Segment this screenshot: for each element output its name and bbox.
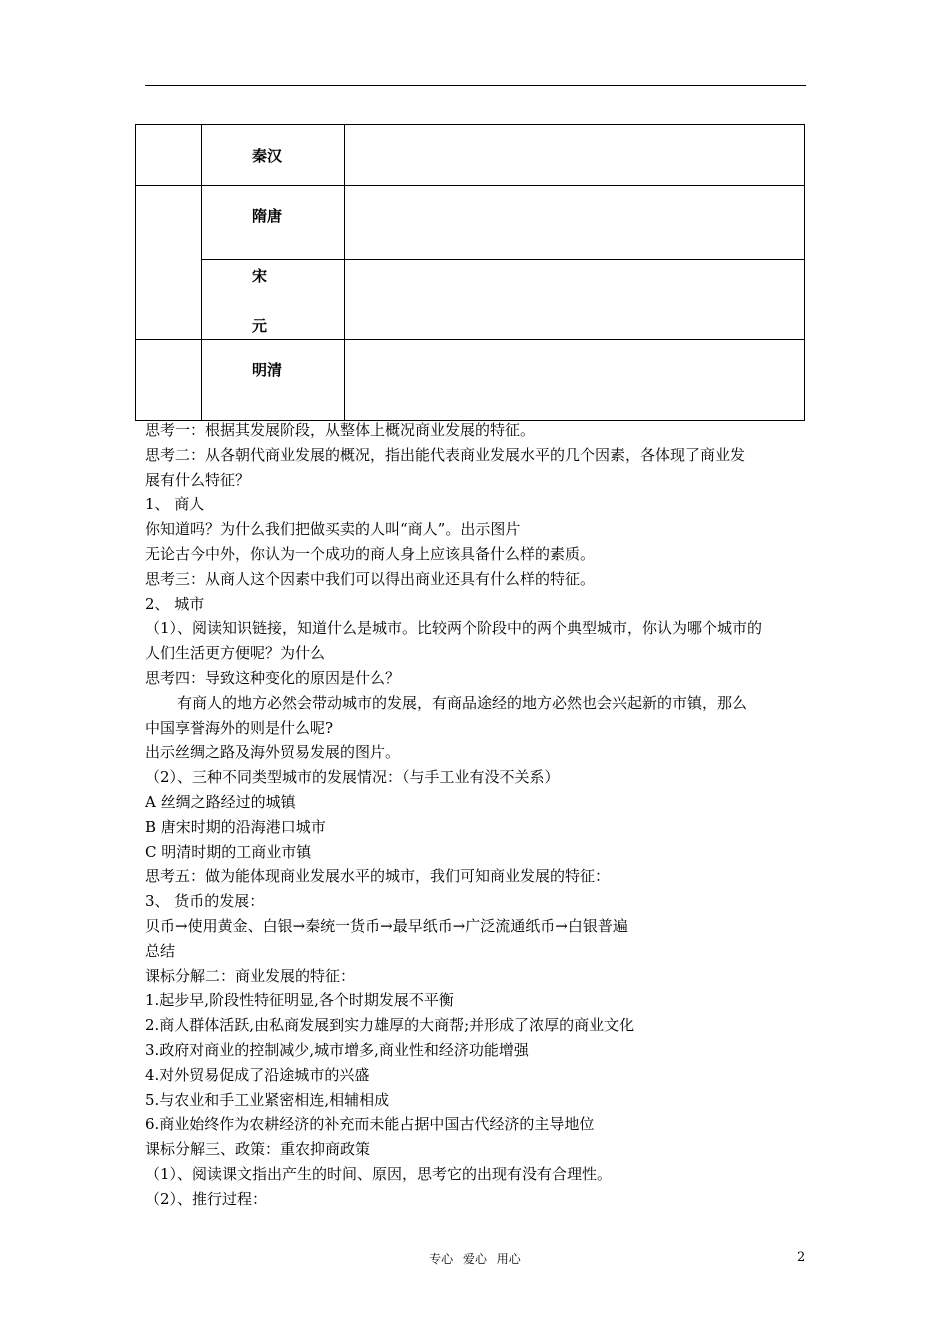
- table-row: [136, 340, 805, 421]
- text-line: 出示丝绸之路及海外贸易发展的图片。: [145, 743, 401, 762]
- text-line: 有商人的地方必然会带动城市的发展，有商品途经的地方必然也会兴起新的市镇，那么: [177, 693, 748, 712]
- text-line: （1）、阅读课文指出产生的时间、原因，思考它的出现有没有合理性。: [145, 1164, 613, 1183]
- table-cell: [345, 340, 805, 421]
- dynasty-label: 明清: [252, 361, 283, 379]
- text-line: 中国享誉海外的则是什么呢?: [145, 718, 334, 737]
- dynasty-table: [135, 124, 805, 421]
- table-cell: [345, 125, 805, 186]
- table-row: [136, 125, 805, 186]
- table-cell: [202, 125, 345, 186]
- table-cell: [345, 260, 805, 340]
- text-line: 2、 城市: [145, 594, 205, 613]
- text-line: （1）、阅读知识链接，知道什么是城市。比较两个阶段中的两个典型城市，你认为哪个城市的: [145, 619, 763, 638]
- text-line: （2）、推行过程：: [145, 1189, 268, 1208]
- text-line: 3.政府对商业的控制减少,城市增多,商业性和经济功能增强: [145, 1040, 529, 1059]
- text-line: 1、 商人: [145, 495, 205, 514]
- text-line: 课标分解三、政策：重农抑商政策: [145, 1140, 371, 1159]
- dynasty-label: 隋唐: [252, 207, 283, 225]
- page-number: 2: [797, 1250, 806, 1265]
- table-cell: [202, 340, 345, 421]
- text-line: 3、 货币的发展：: [145, 892, 265, 911]
- text-line: 无论古今中外，你认为一个成功的商人身上应该具备什么样的素质。: [145, 544, 596, 563]
- text-line: 你知道吗？为什么我们把做买卖的人叫“商人”。出示图片: [145, 520, 521, 539]
- text-line: 思考三：从商人这个因素中我们可以得出商业还具有什么样的特征。: [145, 569, 596, 588]
- text-line: 1.起步早,阶段性特征明显,各个时期发展不平衡: [145, 991, 454, 1010]
- table-cell: [136, 340, 202, 421]
- text-line: 课标分解二：商业发展的特征：: [145, 966, 356, 985]
- table-row: [136, 186, 805, 260]
- text-line: 思考四：导致这种变化的原因是什么？: [145, 668, 401, 687]
- table-cell: [136, 186, 202, 340]
- text-line: 6.商业始终作为农耕经济的补充而未能占据中国古代经济的主导地位: [145, 1115, 595, 1134]
- text-line: 思考二：从各朝代商业发展的概况，指出能代表商业发展水平的几个因素，各体现了商业发: [145, 445, 746, 464]
- text-line: 2.商人群体活跃,由私商发展到实力雄厚的大商帮;并形成了浓厚的商业文化: [145, 1016, 635, 1035]
- text-line: 展有什么特征？: [145, 470, 251, 489]
- text-line: 总结: [145, 941, 176, 960]
- document-body: [145, 418, 810, 1212]
- text-line: B 唐宋时期的沿海港口城市: [145, 817, 326, 836]
- dynasty-label-line1: 宋: [252, 267, 268, 285]
- footer-motto: 专心 爱心 用心: [429, 1252, 521, 1266]
- table-cell: [345, 186, 805, 260]
- dynasty-label: 秦汉: [252, 147, 283, 165]
- table-cell: [136, 125, 202, 186]
- text-line: 人们生活更方便呢？为什么: [145, 644, 326, 663]
- table-row: [136, 260, 805, 340]
- text-line: 5.与农业和手工业紧密相连,相辅相成: [145, 1090, 390, 1109]
- table-cell: [202, 186, 345, 260]
- text-line: C 明清时期的工商业市镇: [145, 842, 312, 861]
- dynasty-label-line2: 元: [252, 317, 268, 335]
- text-line: A 丝绸之路经过的城镇: [145, 792, 296, 811]
- dynasty-label: [202, 260, 344, 339]
- text-line: 4.对外贸易促成了沿途城市的兴盛: [145, 1065, 370, 1084]
- header-rule: [145, 85, 806, 86]
- table-cell: [202, 260, 345, 340]
- text-line: 思考五：做为能体现商业发展水平的城市，我们可知商业发展的特征：: [145, 867, 611, 886]
- text-line: 思考一：根据其发展阶段，从整体上概况商业发展的特征。: [145, 421, 536, 439]
- text-line: （2）、三种不同类型城市的发展情况：（与手工业有没不关系）: [145, 768, 560, 787]
- text-line: 贝币→使用黄金、白银→秦统一货币→最早纸币→广泛流通纸币→白银普遍: [145, 916, 628, 935]
